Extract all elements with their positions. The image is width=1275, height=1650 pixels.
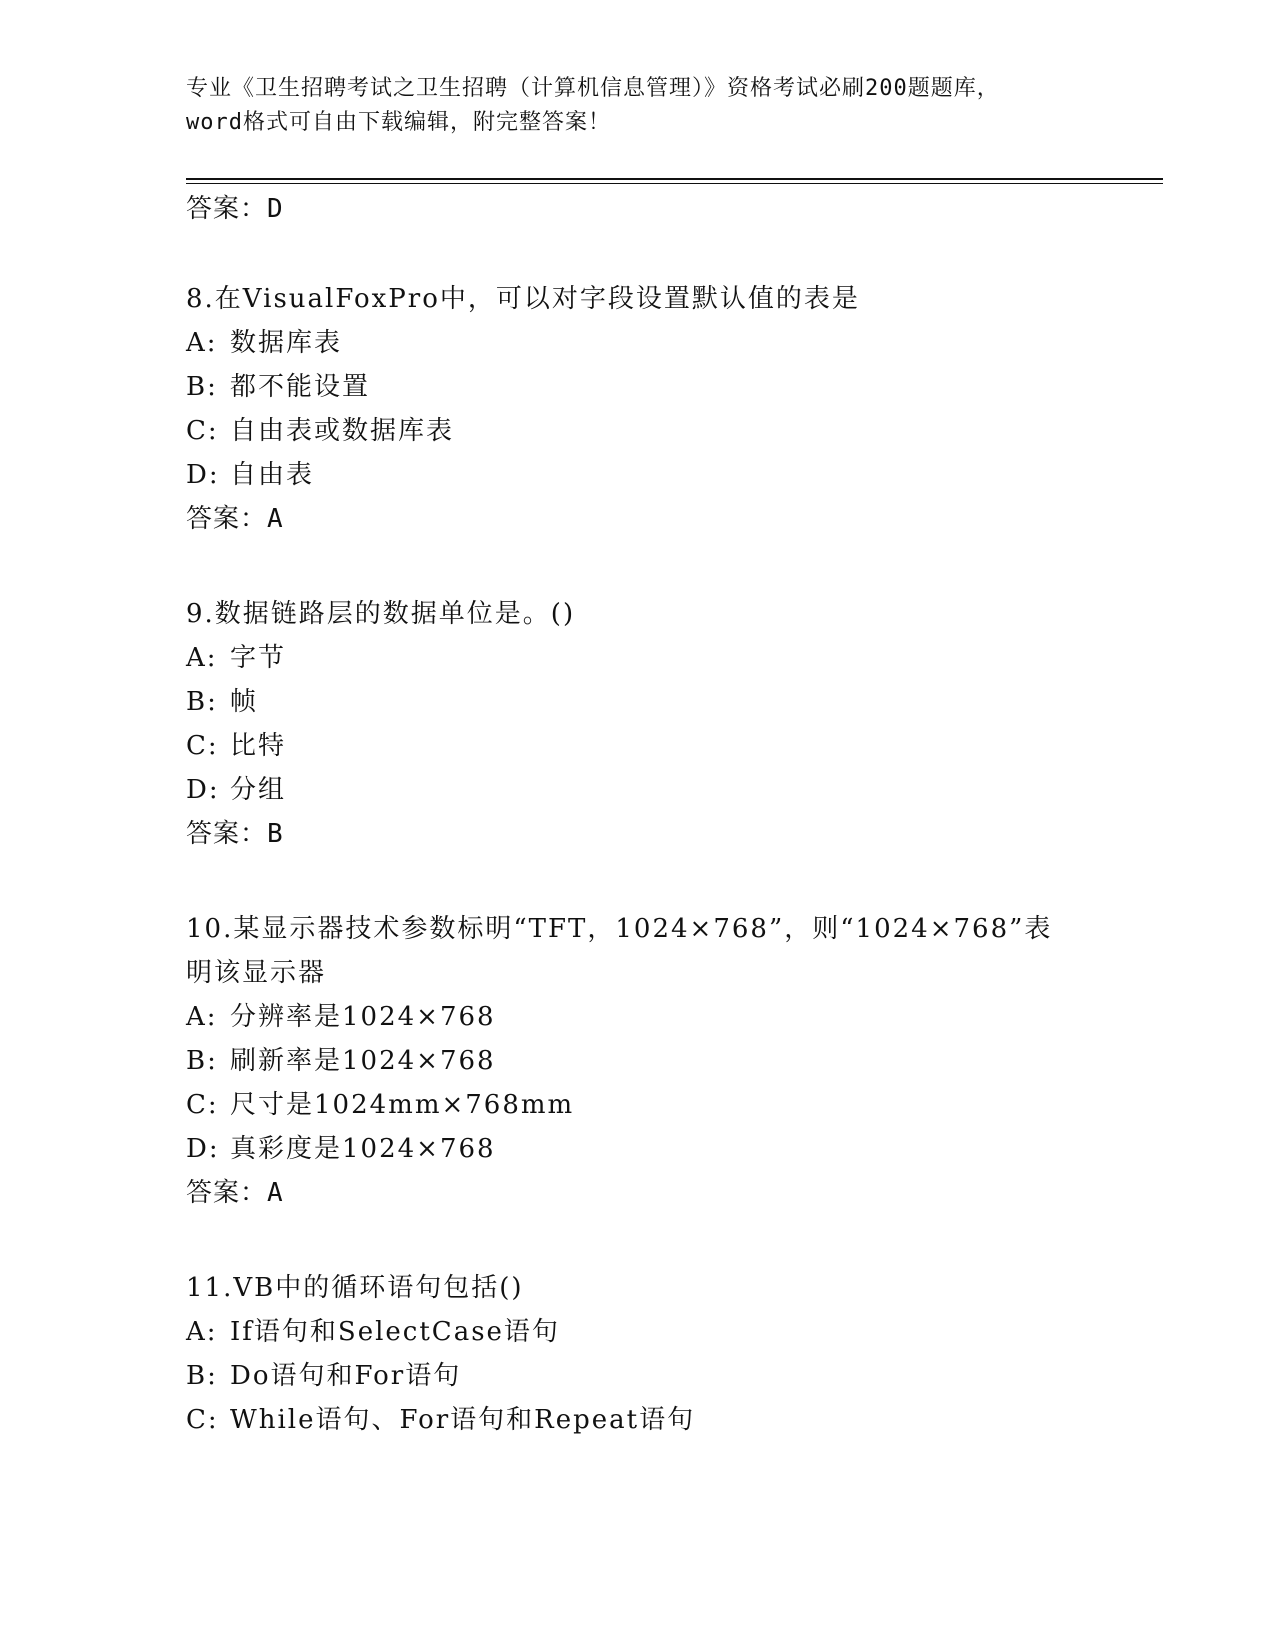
question-9-stem: 9.数据链路层的数据单位是。() <box>186 599 576 629</box>
option-text: 帧 <box>230 687 259 717</box>
question-10-option-b <box>186 1045 496 1077</box>
question-8-option-b <box>186 371 370 403</box>
option-key: D: <box>186 460 220 490</box>
question-10-stem-line-1: 10.某显示器技术参数标明“TFT，1024×768”，则“1024×768”表 <box>186 914 1053 944</box>
answer-label: 答案： <box>186 504 268 534</box>
question-9-option-a <box>186 642 286 674</box>
option-key: B: <box>186 1361 218 1391</box>
option-text: 分组 <box>230 775 287 805</box>
question-8-stem: 8.在VisualFoxPro中，可以对字段设置默认值的表是 <box>186 284 860 314</box>
answer-label: 答案： <box>186 819 268 849</box>
document-header <box>186 72 1086 140</box>
question-9-option-d <box>186 774 286 806</box>
answer-value: B <box>267 819 284 849</box>
question-10-option-d <box>186 1133 496 1165</box>
option-key: B: <box>186 372 218 402</box>
option-text: 真彩度是1024×768 <box>230 1134 496 1164</box>
option-key: C: <box>186 416 219 446</box>
option-text: While语句、For语句和Repeat语句 <box>230 1405 696 1435</box>
option-key: A: <box>186 328 218 358</box>
option-text: 字节 <box>230 643 287 673</box>
option-key: D: <box>186 1134 220 1164</box>
option-text: 分辨率是1024×768 <box>230 1002 496 1032</box>
option-key: B: <box>186 1046 218 1076</box>
option-key: C: <box>186 731 219 761</box>
question-10-stem-line-2: 明该显示器 <box>186 958 327 988</box>
option-key: A: <box>186 1317 218 1347</box>
option-key: D: <box>186 775 220 805</box>
option-key: A: <box>186 1002 218 1032</box>
answer-q8 <box>186 503 284 535</box>
answer-q10 <box>186 1177 284 1209</box>
answer-label: 答案： <box>186 194 268 224</box>
option-text: 自由表 <box>230 460 315 490</box>
question-9-option-b <box>186 686 258 718</box>
option-text: 都不能设置 <box>230 372 371 402</box>
option-key: C: <box>186 1405 219 1435</box>
answer-value: D <box>267 194 284 224</box>
header-line-1: 专业《卫生招聘考试之卫生招聘（计算机信息管理）》资格考试必刷200题题库， <box>186 76 1000 101</box>
question-11-option-a <box>186 1316 560 1348</box>
question-11-stem: 11.VB中的循环语句包括() <box>186 1273 524 1303</box>
answer-value: A <box>267 504 284 534</box>
option-key: A: <box>186 643 218 673</box>
question-9-option-c <box>186 730 286 762</box>
answer-q9 <box>186 818 284 850</box>
header-line-2: word格式可自由下载编辑，附完整答案！ <box>186 110 611 135</box>
option-text: 数据库表 <box>230 328 343 358</box>
option-text: 刷新率是1024×768 <box>230 1046 496 1076</box>
option-text: 尺寸是1024mm×768mm <box>230 1090 575 1120</box>
option-key: C: <box>186 1090 219 1120</box>
question-10-option-a <box>186 1001 496 1033</box>
question-10-option-c <box>186 1089 574 1121</box>
option-text: 自由表或数据库表 <box>230 416 455 446</box>
question-8-option-a <box>186 327 342 359</box>
question-11-option-b <box>186 1360 461 1392</box>
option-key: B: <box>186 687 218 717</box>
answer-q7 <box>186 193 284 225</box>
question-8-option-c <box>186 415 454 447</box>
question-8-option-d <box>186 459 314 491</box>
option-text: 比特 <box>230 731 287 761</box>
answer-label: 答案： <box>186 1178 268 1208</box>
question-11-option-c <box>186 1404 695 1436</box>
option-text: Do语句和For语句 <box>230 1361 462 1391</box>
header-divider-thick <box>186 178 1163 180</box>
answer-value: A <box>267 1178 284 1208</box>
header-divider-thin <box>186 183 1163 184</box>
option-text: If语句和SelectCase语句 <box>230 1317 560 1347</box>
